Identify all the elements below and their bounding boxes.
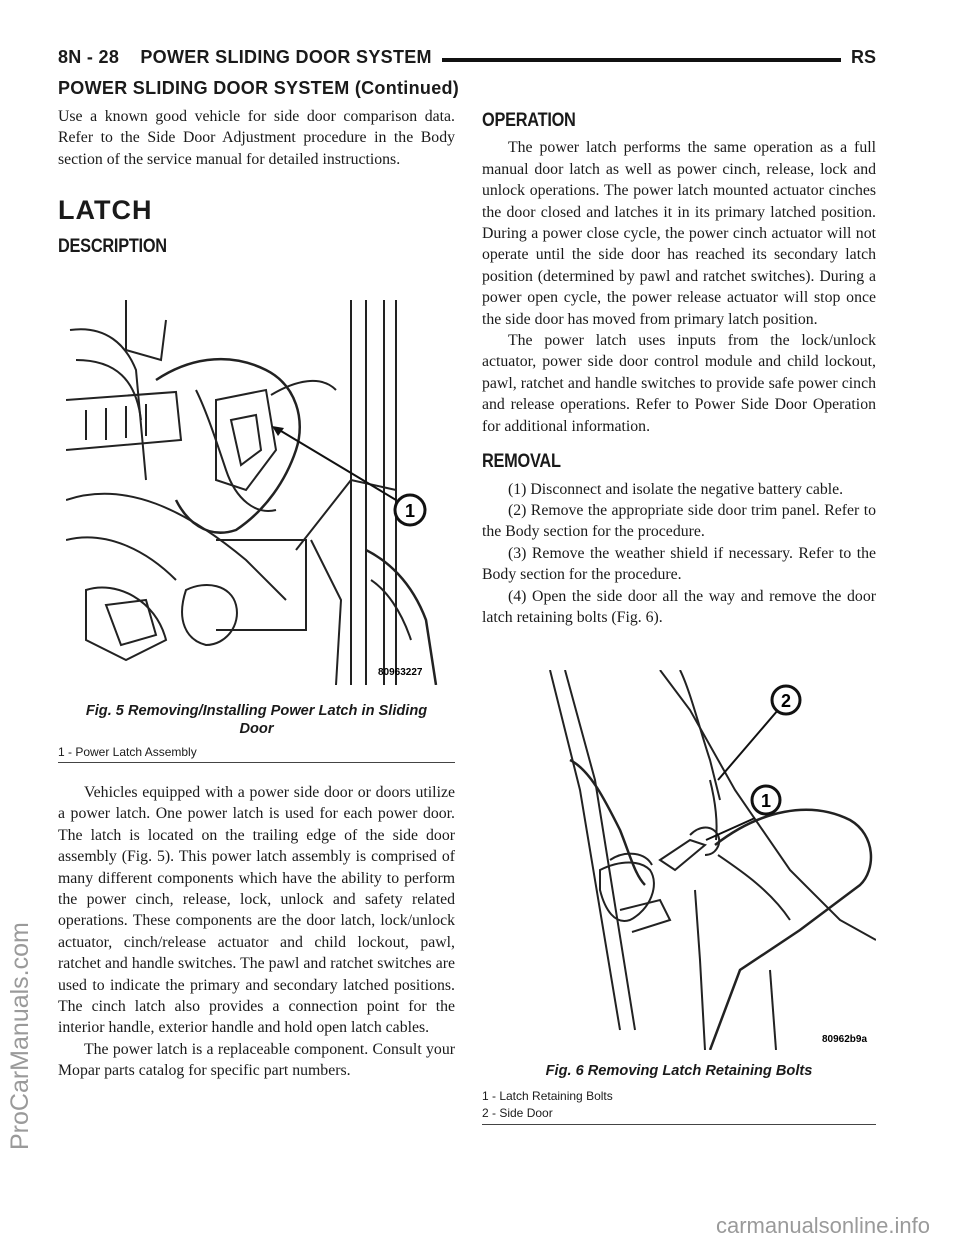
figure-5-rule [58,762,455,763]
header-section-code: RS [841,47,876,68]
left-column-bottom [58,782,455,1082]
figure-6-caption: Fig. 6 Removing Latch Retaining Bolts [545,1063,813,1079]
figure-5-caption [58,702,455,738]
footer-watermark: carmanualsonline.info [715,1213,930,1238]
page-header [58,47,876,73]
power-latch-drawing [66,300,446,685]
operation-paragraph-2: The power latch uses inputs from the lock/unlock actuator, power side door control module and child lockout, pawl, ratchet and handle switches to provide safe power cinch and release operations. Refer to Power Side Door Operation for additional information. [482,332,876,435]
operation-paragraph-1: The power latch performs the same operation as a full manual door latch as well as power cinch, release, lock and unlock operations. The power latch mounted actuator cinches the door closed and latches it in its primary latched position. During a power close cycle, the power cinch actuator will not operate until the side door has reached its secondary latch position (determined by pawl and ratchet switches). During a power open cycle, the power release actuator will stop once the side door has moved from primary latch position. [482,139,876,328]
heading-operation: OPERATION [482,110,576,131]
section-title-latch: LATCH [58,195,153,226]
removal-step-3: (3) Remove the weather shield if necessary. Refer to the Body section for the procedure. [482,544,876,584]
figure-6-illustration [540,670,876,1050]
heading-removal: REMOVAL [482,451,561,473]
figure-6-code: 80962b9a [822,1034,868,1045]
description-paragraph-1: Vehicles equipped with a power side door or doors utilize a power latch. One power latch is used for each power door. The latch is located on the trailing edge of the side door assembly (Fig. 5). This power latch assembly is comprised of many different components which have the ability to perform the power cinch, release, lock, unlock and safety related operations. These components are the door latch, lock/unlock actuator, cinch/release actuator and child lockout, pawl, ratchet and handle switches. The pawl and ratchet switches are used to indicate the primary and secondary latched positions. The cinch latch also provides a connection point for the interior handle, exterior handle and hold open latch cables. [58,784,455,1037]
side-watermark: ProCarManuals.com [6,922,34,1150]
callout-number-1: 1 [760,791,772,811]
figure-5-code: 80963227 [378,667,423,678]
figure-6-legend-1: 1 - Latch Retaining Bolts [482,1089,613,1103]
callout-number-2: 2 [780,691,792,711]
callout-leader-2 [718,710,778,780]
header-title: 8N - 28 POWER SLIDING DOOR SYSTEM [58,47,442,68]
figure-5-illustration [66,300,446,685]
page-subtitle: POWER SLIDING DOOR SYSTEM (Continued) [58,78,460,98]
figure-6-rule [482,1124,876,1125]
left-column-top [58,106,455,257]
callout-leader-line [276,428,396,500]
heading-description: DESCRIPTION [58,235,167,257]
description-paragraph-2: The power latch is a replaceable component. Consult your Mopar parts catalog for specific part numbers. [58,1040,455,1080]
removal-step-4: (4) Open the side door all the way and remove the door latch retaining bolts (Fig. 6). [482,587,876,626]
right-column-text [482,110,876,628]
figure-5-caption-line-2: Door [239,721,274,737]
figure-5-caption-line-1: Fig. 5 Removing/Installing Power Latch in Sliding [85,703,428,719]
figure-6-legend-2: 2 - Side Door [482,1106,553,1120]
removal-step-2: (2) Remove the appropriate side door trim panel. Refer to the Body section for the procedure. [482,501,876,541]
callout-number-1: 1 [404,501,416,521]
intro-paragraph: Use a known good vehicle for side door comparison data. Refer to the Side Door Adjustment procedure in the Body section of the service manual for detailed instructions. [58,108,455,168]
removal-step-1: (1) Disconnect and isolate the negative battery cable. [508,480,844,498]
latch-bolts-drawing [540,670,876,1050]
figure-5-legend-1: 1 - Power Latch Assembly [58,745,197,759]
